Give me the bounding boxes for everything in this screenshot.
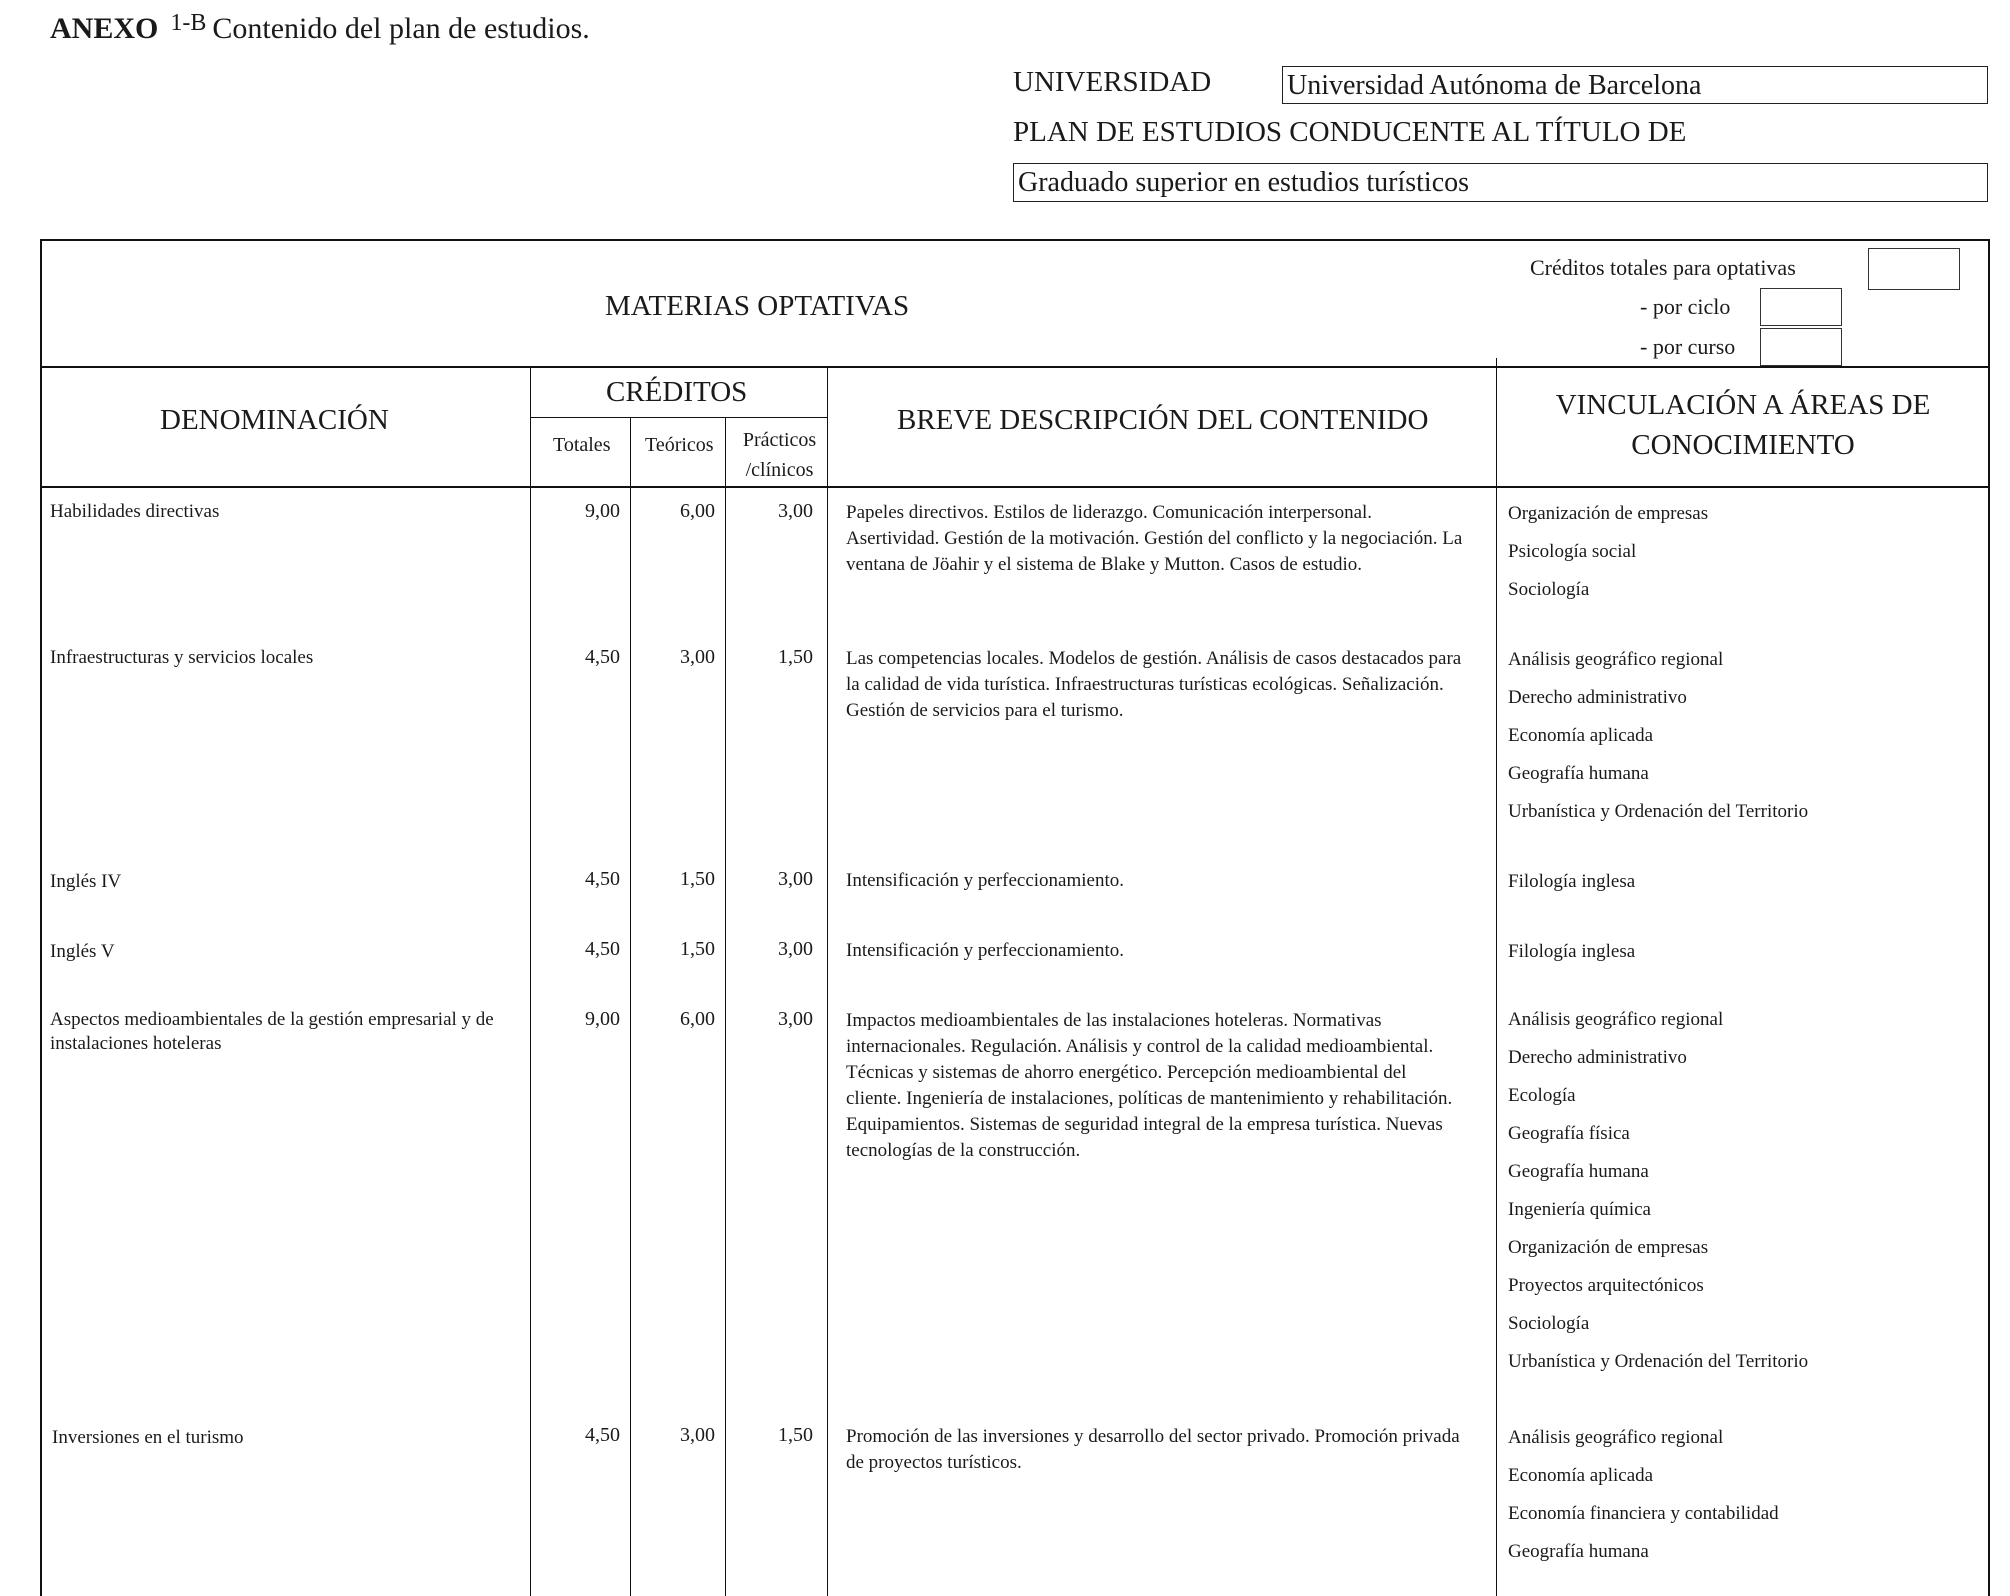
row-denominacion: Aspectos medioambientales de la gestión empresarial y de instalaciones hoteleras <box>50 1009 494 1054</box>
creditos-totales-box <box>1868 248 1960 290</box>
titulo-field: Graduado superior en estudios turísticos <box>1013 163 1988 202</box>
row-teoricos: 1,50 <box>680 938 715 960</box>
anexo-heading <box>50 10 590 46</box>
row-area: Análisis geográfico regional <box>1508 649 1724 670</box>
header-denominacion: DENOMINACIÓN <box>160 404 389 436</box>
header-totales: Totales <box>553 434 611 456</box>
row-practicos: 3,00 <box>778 500 813 522</box>
header-teoricos: Teóricos <box>645 434 714 456</box>
por-ciclo-box <box>1760 288 1842 326</box>
row-area: Urbanística y Ordenación del Territorio <box>1508 801 1809 822</box>
row-practicos: 3,00 <box>778 1008 813 1030</box>
divider <box>40 366 1990 368</box>
row-teoricos: 3,00 <box>680 646 715 668</box>
row-totales: 9,00 <box>585 500 620 522</box>
row-practicos: 3,00 <box>778 938 813 960</box>
row-denominacion: Infraestructuras y servicios locales <box>50 647 314 668</box>
row-area: Economía aplicada <box>1508 1465 1654 1486</box>
column-divider <box>530 366 531 1596</box>
row-area: Organización de empresas <box>1508 503 1709 524</box>
header-practicos: Prácticos /clínicos <box>742 429 817 481</box>
row-area: Filología inglesa <box>1508 941 1636 962</box>
plan-label: PLAN DE ESTUDIOS CONDUCENTE AL TÍTULO DE <box>1013 116 1687 148</box>
anexo-text: Contenido del plan de estudios. <box>212 12 590 45</box>
row-totales: 4,50 <box>585 938 620 960</box>
header-creditos: CRÉDITOS <box>606 376 748 408</box>
row-area: Geografía humana <box>1508 1541 1649 1562</box>
anexo-label: ANEXO <box>50 12 159 45</box>
row-totales: 4,50 <box>585 868 620 890</box>
row-practicos: 1,50 <box>778 646 813 668</box>
column-divider <box>630 417 631 1596</box>
row-area: Organización de empresas <box>1508 1237 1709 1258</box>
row-area: Análisis geográfico regional <box>1508 1009 1724 1030</box>
row-area: Economía aplicada <box>1508 725 1654 746</box>
row-teoricos: 6,00 <box>680 1008 715 1030</box>
header-descripcion: BREVE DESCRIPCIÓN DEL CONTENIDO <box>897 404 1429 436</box>
divider <box>40 486 1990 488</box>
row-area: Ecología <box>1508 1085 1576 1106</box>
row-area: Psicología social <box>1508 541 1637 562</box>
row-totales: 9,00 <box>585 1008 620 1030</box>
row-teoricos: 3,00 <box>680 1424 715 1446</box>
por-ciclo-label: - por ciclo <box>1640 294 1731 319</box>
row-practicos: 3,00 <box>778 868 813 890</box>
row-teoricos: 1,50 <box>680 868 715 890</box>
row-totales: 4,50 <box>585 646 620 668</box>
divider <box>530 417 827 418</box>
row-area: Geografía humana <box>1508 1161 1649 1182</box>
row-area: Proyectos arquitectónicos <box>1508 1275 1704 1296</box>
column-divider <box>725 417 726 1596</box>
row-denominacion: Habilidades directivas <box>50 501 220 522</box>
row-descripcion: Intensificación y perfeccionamiento. <box>846 940 1125 961</box>
row-descripcion: Las competencias locales. Modelos de gestión. Análisis de casos destacados para la calidad de vida turística. Infraestructuras turísticas ecológicas. Señalización. Gestión de servicios para el turismo. <box>846 648 1462 721</box>
row-area: Filología inglesa <box>1508 871 1636 892</box>
row-descripcion: Papeles directivos. Estilos de liderazgo. Comunicación interpersonal. Asertividad. Gestión de la motivación. Gestión del conflicto y la negociación. La ventana de Jöahir y el sistema de Blake y Mutton. Casos de estudio. <box>846 502 1463 575</box>
row-descripcion: Promoción de las inversiones y desarrollo del sector privado. Promoción privada de proyectos turísticos. <box>846 1426 1460 1473</box>
header-vinculacion: VINCULACIÓN A ÁREAS DE CONOCIMIENTO <box>1555 389 1931 461</box>
row-area: Geografía física <box>1508 1123 1630 1144</box>
row-area: Geografía humana <box>1508 763 1649 784</box>
column-divider <box>1496 358 1497 1596</box>
row-area: Sociología <box>1508 1313 1590 1334</box>
row-area: Derecho administrativo <box>1508 1047 1687 1068</box>
row-area: Urbanística y Ordenación del Territorio <box>1508 1351 1809 1372</box>
row-totales: 4,50 <box>585 1424 620 1446</box>
por-curso-box <box>1760 328 1842 366</box>
row-area: Economía financiera y contabilidad <box>1508 1503 1779 1524</box>
column-divider <box>827 366 828 1596</box>
row-denominacion: Inglés IV <box>50 871 122 892</box>
row-descripcion: Impactos medioambientales de las instalaciones hoteleras. Normativas internacionales. Regulación. Análisis y control de la calidad medioambiental. Técnicas y sistemas de ahorro energético. Percepción medioambiental del cliente. Ingeniería de instalaciones, políticas de mantenimiento y rehabilitación. Equipamientos. Sistemas de seguridad integral de la empresa turística. Nuevas tecnologías de la construcción. <box>846 1010 1453 1161</box>
universidad-field: Universidad Autónoma de Barcelona <box>1282 66 1988 104</box>
creditos-totales-label: Créditos totales para optativas <box>1530 255 1796 280</box>
row-denominacion: Inversiones en el turismo <box>52 1427 244 1448</box>
row-teoricos: 6,00 <box>680 500 715 522</box>
row-descripcion: Intensificación y perfeccionamiento. <box>846 870 1125 891</box>
row-area: Ingeniería química <box>1508 1199 1651 1220</box>
universidad-label: UNIVERSIDAD <box>1013 66 1212 98</box>
row-area: Análisis geográfico regional <box>1508 1427 1724 1448</box>
por-curso-label: - por curso <box>1640 334 1736 359</box>
anexo-number: 1-B <box>170 10 207 36</box>
row-area: Derecho administrativo <box>1508 687 1687 708</box>
row-practicos: 1,50 <box>778 1424 813 1446</box>
row-area: Sociología <box>1508 579 1590 600</box>
row-denominacion: Inglés V <box>50 941 115 962</box>
materias-title: MATERIAS OPTATIVAS <box>605 290 910 322</box>
